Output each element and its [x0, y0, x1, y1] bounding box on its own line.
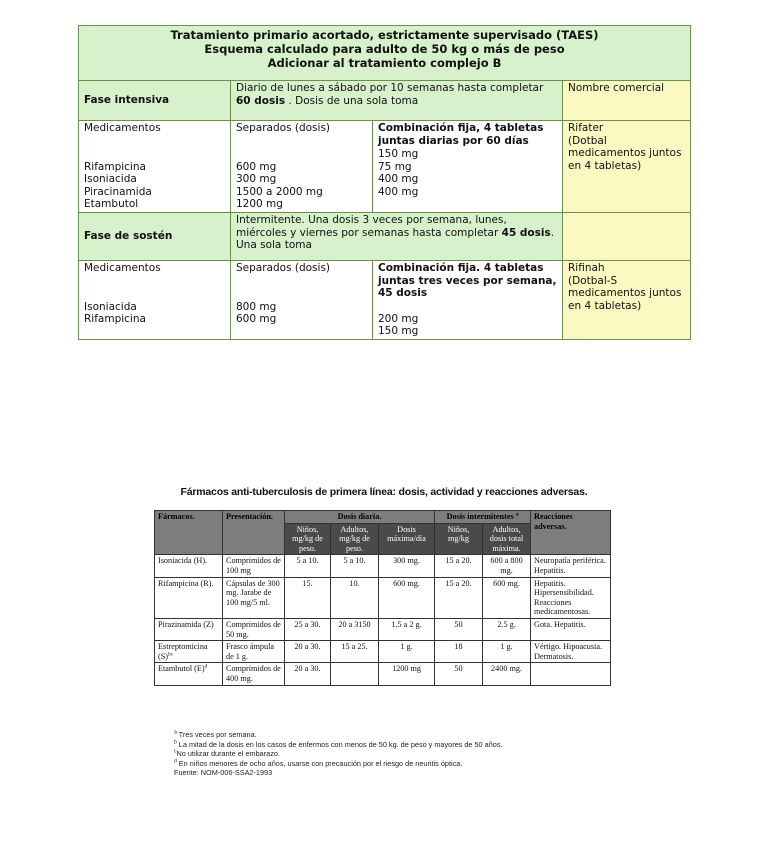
dose: 150 mg	[378, 148, 419, 160]
header-drugs: Fármacos.	[155, 511, 223, 555]
dose: 200 mg	[378, 312, 419, 325]
taes-title-line-2: Esquema calculado para adulto de 50 kg o más de peso	[204, 42, 565, 56]
maintenance-phase-label: Fase de sostén	[79, 212, 231, 260]
brand-line: medicamentos juntos	[568, 287, 682, 300]
drug-cell: Rifampicina (R).	[155, 577, 223, 618]
table-row	[155, 641, 611, 663]
presentation-cell: Comprimidos de 50 mg.	[223, 618, 285, 640]
brand-line: en 4 tabletas)	[568, 299, 642, 312]
dose-cell: 15.	[285, 577, 331, 618]
medications-header: Medicamentos	[84, 122, 161, 134]
dose: 800 mg	[236, 300, 277, 313]
drug-name: Rifampicina	[84, 160, 146, 173]
presentation-cell: Comprimidos de 100 mg	[223, 555, 285, 577]
table-row	[155, 618, 611, 640]
brand-line: medicamentos juntos	[568, 147, 682, 160]
dose-cell: 1 g.	[483, 641, 531, 663]
dose-cell: 10.	[331, 577, 379, 618]
dose: 600 mg	[236, 313, 277, 326]
maintenance-medications-cell	[79, 260, 231, 339]
brand-line: Rifater	[568, 122, 604, 134]
reactions-cell: Vértigo. Hipoacusia. Dermatosis.	[531, 641, 611, 663]
maintenance-separate-cell	[231, 260, 373, 339]
dose-cell: 15 a 20.	[435, 577, 483, 618]
medications-header: Medicamentos	[84, 261, 161, 274]
reactions-cell	[531, 663, 611, 685]
dose-cell: 20 a 30.	[285, 641, 331, 663]
dose-cell: 25 a 30.	[285, 618, 331, 640]
taes-title	[79, 26, 691, 81]
drug-name: Isoniacida	[84, 300, 137, 313]
drug-table-body	[155, 555, 611, 685]
presentation-cell: Cápsulas de 300 mg. Jarabe de 100 mg/5 ml.	[223, 577, 285, 618]
drug-cell: Pirazinamida (Z)	[155, 618, 223, 640]
header-max-daily: Dosis máxima/día	[379, 523, 435, 555]
dose-cell: 600 mg.	[379, 577, 435, 618]
reactions-cell: Hepatitis. Hipersensibilidad. Reacciones medicamentosas.	[531, 577, 611, 618]
dose-cell	[331, 663, 379, 685]
dose-cell: 50	[435, 663, 483, 685]
dose-cell: 600 a 800 mg.	[483, 555, 531, 577]
intensive-schedule: Diario de lunes a sábado por 10 semanas hasta completar 60 dosis . Dosis de una sola toma	[231, 81, 563, 121]
dose-cell: 15 a 20.	[435, 555, 483, 577]
dose-cell: 300 mg.	[379, 555, 435, 577]
dose-cell: 5 a 10.	[285, 555, 331, 577]
header-children-intermittent: Niños, mg/kg	[435, 523, 483, 555]
drug-name: Isoniacida	[84, 173, 137, 186]
maintenance-brand-blank	[563, 212, 691, 260]
table-row	[155, 577, 611, 618]
dose-cell: 1.5 a 2 g.	[379, 618, 435, 640]
intensive-separate-cell	[231, 121, 373, 213]
header-intermittent-dose: Dosis intermitentes $^a$	[435, 511, 531, 524]
brand-line: en 4 tabletas)	[568, 159, 642, 172]
brand-name-header: Nombre comercial	[563, 81, 691, 121]
drug-name: Piracinamida	[84, 185, 152, 198]
footnote: Fuente: NOM-006-SSA2-1993	[174, 768, 273, 778]
maintenance-schedule: Intermitente. Una dosis 3 veces por semana, lunes, miércoles y viernes por semanas hasta completar 45 dosis. Una sola toma	[231, 212, 563, 260]
dose: 300 mg	[236, 173, 277, 186]
presentation-cell: Frasco ámpula de 1 g.	[223, 641, 285, 663]
dose: 600 mg	[236, 160, 277, 173]
dose: 1200 mg	[236, 198, 283, 211]
reactions-cell: Neuropatía periférica. Hepatitis.	[531, 555, 611, 577]
taes-table	[78, 25, 691, 340]
maintenance-brand-cell	[563, 260, 691, 339]
intensive-brand-cell	[563, 121, 691, 213]
intensive-combo-cell	[373, 121, 563, 213]
dose-cell: 20 a 3150	[331, 618, 379, 640]
separate-doses-header: Separados (dosis)	[236, 122, 331, 134]
drug-cell: Etambutol $(E)^d$	[155, 663, 223, 685]
dose-cell: 15 a 25.	[331, 641, 379, 663]
dose: 400 mg	[378, 185, 419, 198]
drug-name: Rifampicina	[84, 313, 146, 326]
header-children-mgkg: Niños, mg/kg de peso.	[285, 523, 331, 555]
header-adults-total: Adultos, dosis total máxima.	[483, 523, 531, 555]
dose: 75 mg	[378, 160, 412, 173]
brand-line: (Dotbal	[568, 134, 607, 147]
drug-table-title: Fármacos anti-tuberculosis de primera línea: dosis, actividad y reacciones adversas.	[180, 486, 588, 498]
drug-cell: Estreptomicina $(S)^{bc}$	[155, 641, 223, 663]
intensive-medications-cell	[79, 121, 231, 213]
dose: 400 mg	[378, 173, 419, 186]
dose-cell: 2.5 g.	[483, 618, 531, 640]
dose-cell: 2400 mg.	[483, 663, 531, 685]
footnote: $^c$No utilizar durante el embarazo.	[174, 748, 280, 759]
drug-table	[154, 510, 611, 686]
dose: 1500 a 2000 mg	[236, 185, 323, 198]
footnote: $^a$ Tres veces por semana.	[174, 729, 257, 739]
footnote: $^d$ En niños menores de ocho años, usarse con precaución por el riesgo de neuritis óptica.	[174, 758, 463, 768]
combo-header: Combinación fija. 4 tabletas juntas tres veces por semana, 45 dosis	[378, 261, 557, 300]
dose-cell: 20 a 30.	[285, 663, 331, 685]
dose: 150 mg	[378, 325, 419, 338]
footnote: $^b$ La mitad de la dosis en los casos de enfermos con menos de 50 kg. de peso y mayores de 50 años.	[174, 739, 503, 749]
presentation-cell: Comprimidos de 400 mg.	[223, 663, 285, 685]
dose-cell: 18	[435, 641, 483, 663]
maintenance-combo-cell	[373, 260, 563, 339]
taes-title-line-1: Tratamiento primario acortado, estrictamente supervisado (TAES)	[170, 28, 599, 42]
combo-header: Combinación fija, 4 tabletas juntas diarias por 60 días	[378, 122, 544, 147]
header-daily-dose: Dosis diaria.	[285, 511, 435, 524]
table-row	[155, 663, 611, 685]
dose-cell: 600 mg.	[483, 577, 531, 618]
taes-title-line-3: Adicionar al tratamiento complejo B	[267, 56, 502, 70]
header-adults-mgkg: Adultos, mg/kg de peso.	[331, 523, 379, 555]
separate-doses-header: Separados (dosis)	[236, 261, 331, 274]
dose-cell: 1 g.	[379, 641, 435, 663]
table-row	[155, 555, 611, 577]
footnotes	[174, 730, 503, 778]
dose-cell: 50	[435, 618, 483, 640]
header-presentation: Presentación.	[223, 511, 285, 555]
header-adverse-reactions: Reacciones adversas.	[531, 511, 611, 555]
drug-cell: Isoniacida (H).	[155, 555, 223, 577]
brand-line: (Dotbal-S	[568, 274, 618, 287]
brand-line: Rifinah	[568, 261, 605, 274]
dose-cell: 5 a 10.	[331, 555, 379, 577]
dose-cell: 1200 mg	[379, 663, 435, 685]
drug-name: Etambutol	[84, 198, 139, 211]
reactions-cell: Gota. Hepatitis.	[531, 618, 611, 640]
intensive-phase-label: Fase intensiva	[79, 81, 231, 121]
